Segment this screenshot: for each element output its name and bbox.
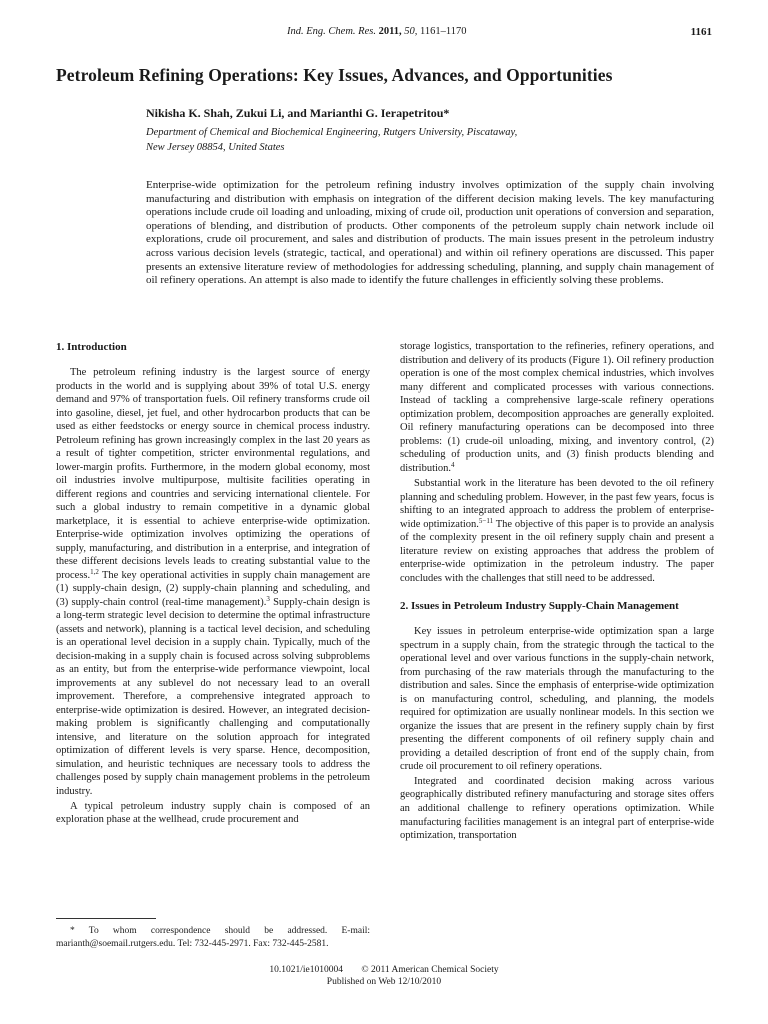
citation-ref: 1,2 [90,567,99,576]
citation-ref: 3 [266,594,270,603]
doi: 10.1021/ie1010004 [269,965,344,975]
intro-paragraph-3: Substantial work in the literature has been devoted to the oil refinery planning and scheduling problem. However, in the past few years, focus is shifting to an integrated approach to address the problem of enterprise-wide optimization.$^{5-11}$ The objective of this paper is to provide an analysis of the complexity present in the oil refinery supply chain and present a literature review on existing approaches that address the problem of enterprise-wide optimization in the petroleum industry. The paper concludes with the challenges that still need to be addressed. [400,478,714,584]
affiliation [146,125,586,155]
journal-pages: 1161–1170 [420,26,467,37]
left-column [56,340,370,827]
citation-ref: 4 [451,460,455,469]
intro-paragraph-2-continued: storage logistics, transportation to the refineries, refinery operations, and distribution and delivery of its products (Figure 1). Oil refinery production operation is one of the most complex chemical industries, which involves many different and complicated processes with various connections. Instead of tackling a comprehensive large-scale refinery operations optimization problem, decomposition approaches are generally exploited. Oil refinery manufacturing operations can be decomposed into three problems: (1) crude-oil unloading, mixing, and inventory control, (2) scheduling of production units, and (3) finish products blending and distribution.$^4$ [400,341,714,474]
publication-date: Published on Web 12/10/2010 [326,977,442,987]
section-2-heading: 2. Issues in Petroleum Industry Supply-Chain Management [400,600,679,613]
right-column [400,340,714,843]
journal-year: 2011, [378,26,402,37]
citation-ref: 5−11 [478,516,494,525]
affiliation-line-2: New Jersey 08854, United States [146,142,285,153]
journal-volume: 50, [404,26,418,37]
correspondence-footnote: * To whom correspondence should be addressed. E-mail: marianth@soemail.rutgers.edu. Tel: 732-445-2971. Fax: 732-445-2581. [56,926,370,949]
footnote-divider [56,918,156,919]
section-1-heading: 1. Introduction [56,341,127,353]
intro-paragraph-1: The petroleum refining industry is the largest source of energy products in the world and is supplying about 39% of total U.S. energy demand and 97% of transportation fuels. Oil refinery transforms crude oil into gasoline, diesel, jet fuel, and other hydrocarbon products that can be used as either feedstocks or energy source in chemical process industry. Petroleum refining has grown increasingly complex in the last 20 years as a result of tighter competition, stricter environmental regulations, and lower-margin profits. Furthermore, in the modern global economy, most oil industries involve multipurpose, multisite facilities operating in different regions and countries and servicing international clientele. For such a global industry to remain competitive in a dynamic global marketplace, it is essential to achieve enterprise-wide optimization. Enterprise-wide optimization involves optimizing the operations of supply, manufacturing, and distribution in a enterprise, and integration of these different decisions levels leads to creating substantial value to the process.$^{1,2}$ The key operational activities in supply chain management are (1) supply-chain design, (2) supply-chain planning and scheduling, and (3) supply-chain control (real-time management).$^3$ Supply-chain design is a long-term strategic level decision to determine the optimal infrastructure (assets and network), planning is a tactical level decision, and scheduling is an operational level decision in a supply chain. Typically, much of the decision-making in a supply chain is focused across solving subproblems as an entity, but from the enterprise-wide performance viewpoint, local improvements at any sublevel do not necessary lead to an overall improvement. Therefore, a comprehensive integrated approach to enterprise-wide optimization is desired. However, an integrated decision-making problem is significantly challenging and computationally intensive, and literature on the solution approach for integrated optimization of different levels is very sparse. Hence, decomposition, simulation, and heuristic techniques are necessary tools to address the challenges posed by supply chain management problems in the petroleum industry. [56,367,370,797]
section-2-paragraph-2: Integrated and coordinated decision making across various geographically distributed refinery manufacturing and storage sites offers an additional challenge to refinery operations optimization. While manufacturing facilities management is an integral part of enterprise-wide optimization, transportation [400,775,714,842]
section-2-paragraph-1: Key issues in petroleum enterprise-wide optimization span a large spectrum in a supply chain, from the strategic through the tactical to the operational level and over various functions in the supply-chain network, from purchasing of the raw materials through the manufacturing to the distribution and sales. Since the emphasis of enterprise-wide optimization is on manufacturing control, scheduling, and planning, the models required for optimization are usually nonlinear models. In this section we organize the issues that are present in the refinery supply chain by first presenting the different components of oil refinery supply chain and providing a detailed description of front end of the supply chain, from crude oil procurement to oil refinery operations. [400,626,714,773]
intro-paragraph-2: A typical petroleum industry supply chain is composed of an exploration phase at the wellhead, crude procurement and [56,800,370,826]
journal-name: Ind. Eng. Chem. Res. [287,26,376,37]
running-header [0,26,768,42]
article-title: Petroleum Refining Operations: Key Issues, Advances, and Opportunities [56,65,613,85]
copyright: © 2011 American Chemical Society [361,965,499,975]
abstract: Enterprise-wide optimization for the petroleum refining industry involves optimization of the supply chain involving manufacturing and distribution with emphasis on integration of the different decision making levels. The key manufacturing operations include crude oil loading and unloading, mixing of crude oil, production unit operations of conversion and separation, operations of blending, and distribution of products. Other components of the petroleum supply chain network include oil explorations, crude oil procurement, and sales and distribution of products. The main issues present in the petroleum industry across various decision levels (strategic, tactical, and operational) and within oil refinery operations are discussed. This paper presents an extensive literature review of methodologies for addressing scheduling, planning, and supply chain management of oil refinery operations. An attempt is also made to identify the future challenges in efficiently solving these problems. [146,179,714,287]
journal-citation [287,26,466,37]
affiliation-line-1: Department of Chemical and Biochemical Engineering, Rutgers University, Piscataway, [146,127,518,138]
page-footer [0,964,768,988]
author-list: Nikisha K. Shah, Zukui Li, and Marianthi G. Ierapetritou* [146,106,450,120]
page-number: 1161 [690,26,712,38]
